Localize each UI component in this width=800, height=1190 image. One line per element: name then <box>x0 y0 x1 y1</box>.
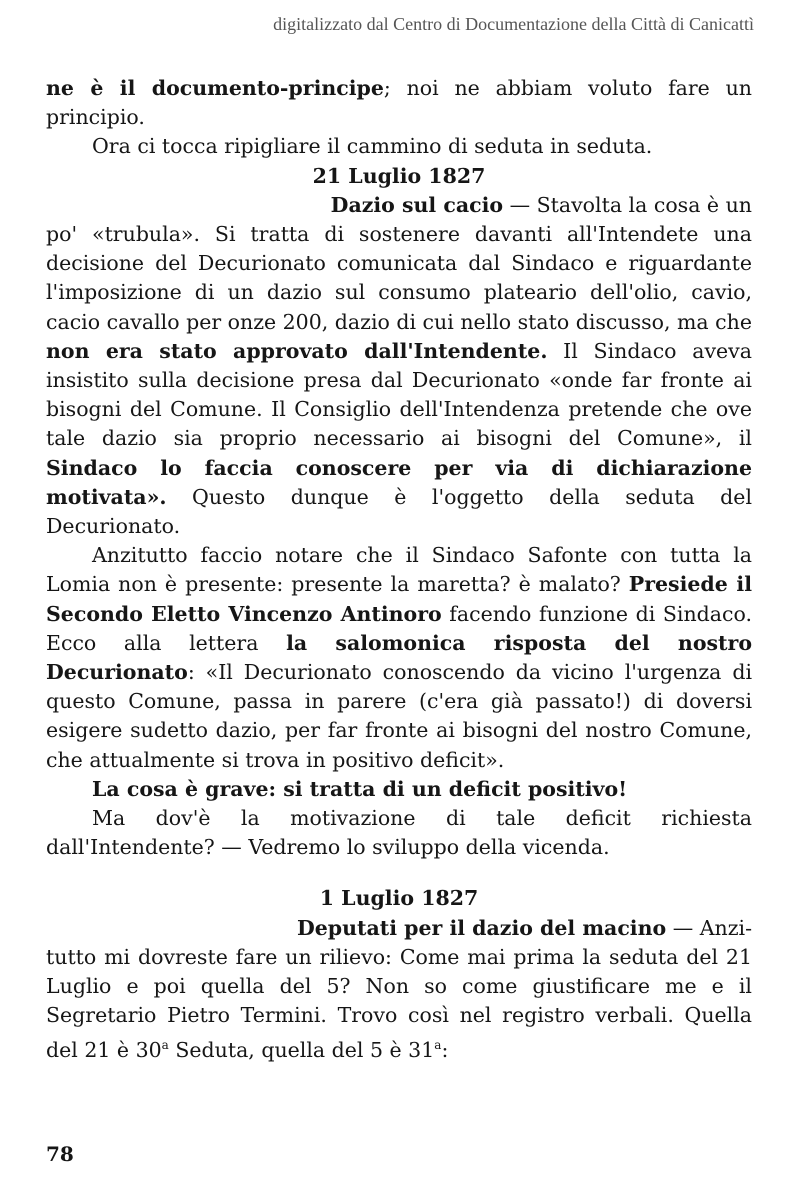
text-run: — Anzi- <box>666 915 752 940</box>
paragraph <box>46 775 752 804</box>
paragraph <box>46 541 752 775</box>
text-run: Ora ci tocca ripigliare il cammino di seduta in seduta. <box>92 134 653 159</box>
text-run: po' «trubula». Si tratta di sostenere davanti all'Intendete una decisione del Decurionato comunicata dal Sindaco e riguardante l'imposizione di un dazio sul consumo plateario dell'olio, cavio, cacio cavallo per onze 200, dazio di cui nello stato discusso, ma che <box>46 222 752 334</box>
bold-text: la salomonica risposta del nostro Decurionato <box>46 630 752 685</box>
paragraph <box>46 220 752 541</box>
paragraph <box>46 74 752 132</box>
bold-text: Sindaco lo faccia conoscere per via di dichiarazione motivata». <box>46 455 752 509</box>
bold-text: La cosa è grave: si tratta di un deficit positivo! <box>92 776 628 801</box>
bold-text: Dazio sul cacio <box>330 192 504 217</box>
text-run: Ma dov'è la motivazione di tale deficit richiesta dall'Intendente? — Vedremo lo sviluppo della vicenda. <box>46 806 752 860</box>
text-run: tutto mi dovreste fare un rilievo: Come mai prima la seduta del 21 Luglio e poi quella del 5? Non so come giustificare me e il Segretario Pietro Termini. Trovo così nel registro verbali. Quella del 21 è 30 <box>46 944 752 1062</box>
text-run: Il Sindaco aveva insistito sulla decisione presa dal Decurionato «onde far fronte ai bisogni del Comune. Il Consiglio dell'Intendenza pretende che ove tale dazio sia proprio necessario ai bisogni del Comune», il <box>46 338 752 451</box>
bold-text: Presiede il Secondo Eletto Vincenzo Antinoro <box>46 572 752 626</box>
spacer <box>46 862 752 884</box>
text-run: : «Il Decurionato conoscendo da vicino l'urgenza di questo Comune, passa in parere (c'era già passato!) di doversi esigere sudetto dazio, per far fronte ai bisogni del nostro Comune, che attualmente si trova in positivo deficit». <box>46 660 752 772</box>
text-run: a <box>434 1037 442 1052</box>
page-number: 78 <box>46 1142 74 1166</box>
paragraph <box>46 804 752 862</box>
section-heading <box>46 162 752 191</box>
text-run: ; noi ne abbiam voluto fare un principio. <box>46 76 752 130</box>
bold-text: 1 Luglio 1827 <box>319 886 479 911</box>
page-header: digitalizzato dal Centro di Documentazione della Città di Canicattì <box>273 14 754 34</box>
paragraph <box>46 943 752 1065</box>
section-heading <box>46 884 752 913</box>
text-run: a <box>161 1037 169 1052</box>
text-run: Questo dunque è l'oggetto della seduta del Decurionato. <box>46 484 752 539</box>
document-body <box>46 74 752 1065</box>
bold-text: Deputati per il dazio del macino <box>296 915 667 940</box>
bold-text: non era stato approvato dall'Intendente. <box>46 338 548 363</box>
bold-text: ne è il documento-principe <box>46 76 384 100</box>
text-run: Anzitutto faccio notare che il Sindaco Safonte con tutta la Lomia non è presente: presente la maretta? è malato? <box>46 543 752 597</box>
paragraph <box>46 914 752 943</box>
text-run: facendo funzione di Sindaco. Ecco alla lettera <box>46 601 752 655</box>
text-run: : <box>441 1037 449 1062</box>
text-run: — Stavolta la cosa è un <box>503 192 752 217</box>
paragraph <box>46 191 752 220</box>
paragraph <box>46 132 752 161</box>
bold-text: 21 Luglio 1827 <box>312 163 486 188</box>
text-run: Seduta, quella del 5 è 31 <box>168 1037 435 1062</box>
